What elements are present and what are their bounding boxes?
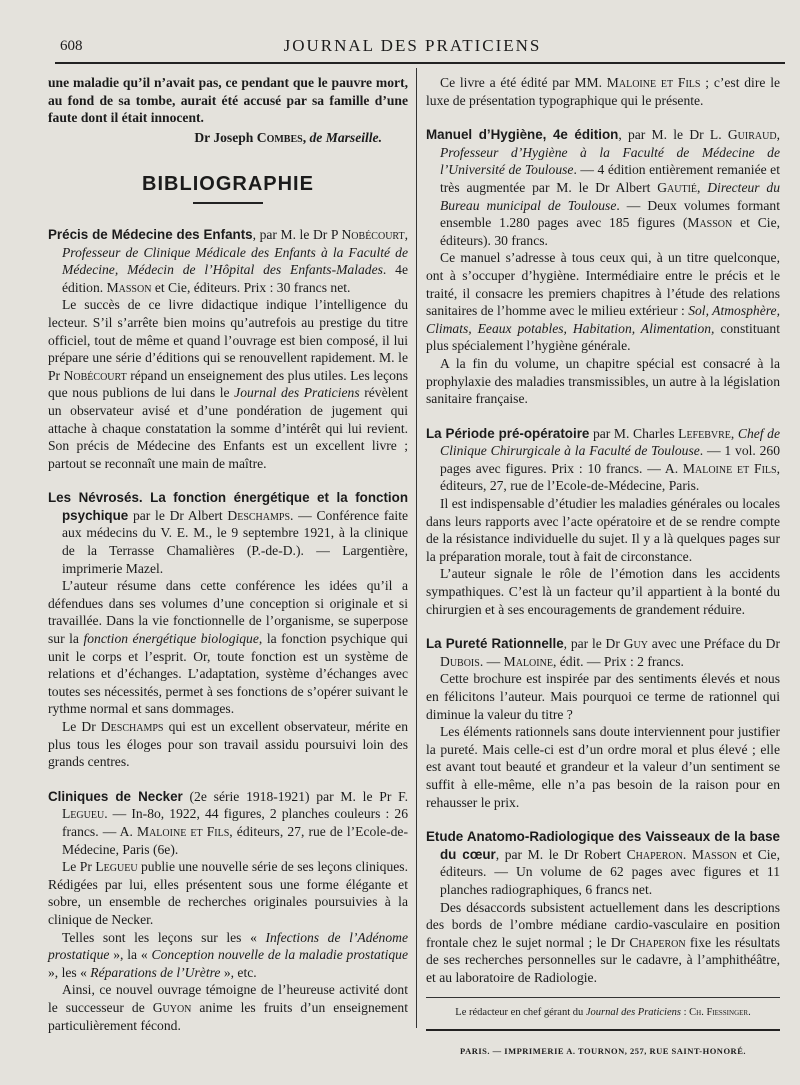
review-body: Le Dr Deschamps qui est un excellent observateur, mérite en plus tous les éloges pour son travail assidu poursuivi loin des grands centres. xyxy=(48,719,408,770)
review-vaisseaux xyxy=(426,828,780,986)
review-necker xyxy=(48,788,408,1034)
review-body: Des désaccords subsistent actuellement dans les descriptions des bords de l’ombre médiane cardio-vasculaire en position frontale chez le sujet normal ; le Dr Chaperon fixe les résultats de ses recherches personnelles sur le cadavre, à l’amphithéâtre, et au laboratoire de Radiologie. xyxy=(426,899,780,985)
editor-credit: Le rédacteur en chef gérant du Journal des Praticiens : Ch. Fiessinger. xyxy=(455,1006,751,1018)
page-number: 608 xyxy=(60,38,83,54)
review-periode xyxy=(426,425,780,619)
review-title: Manuel d’Hygiène, 4e édition xyxy=(426,127,619,143)
left-column xyxy=(48,74,408,1034)
review-title: Précis de Médecine des Enfants xyxy=(48,226,253,242)
review-body: A la fin du volume, un chapitre spécial est consacré à la prophylaxie des maladies transmissibles, un autre à la législation sanitaire française. xyxy=(426,355,780,407)
review-body: L’auteur résume dans cette conférence les idées qu’il a défendues dans ses volumes d’une conception si originale et si travaillée. Dans la vie fonctionnelle de l’organisme, se superpose sur la fonction énergétique biologique, la fonction psychique qui unit le corps et l’esprit. Or, toute fonction est un système de relations et d’échanges. L’adaptation, système d’échanges avec toutes ses nécessités, permet à ses fonctions de s’opérer suivant le rythme normal et sans dommages. xyxy=(48,578,409,717)
review-purete xyxy=(426,635,780,811)
review-heading: La Période pré-opératoire par M. Charles Lefebvre, Chef de Clinique Chirurgicale à la Faculté de Toulouse. — 1 vol. 260 pages avec figures. Prix : 10 francs. — A. Maloine et Fils, éditeurs, 27, rue de l’Ecole-de-Médecine, Paris. xyxy=(426,425,781,494)
printer-credit: PARIS. — IMPRIMERIE A. TOURNON, 257, RUE SAINT-HONORÉ. xyxy=(460,1046,746,1057)
review-heading: Précis de Médecine des Enfants, par M. le Dr P Nobécourt, Professeur de Clinique Médicale des Enfants à la Faculté de Médecine, Médecin de l’Hôpital des Enfants-Malades. 4e édition. Masson et Cie, éditeurs. Prix : 30 francs net. xyxy=(48,226,408,295)
review-body: Le succès de ce livre didactique indique l’intelligence du lecteur. S’il s’arrête bien moins qu’autrefois au prestige du titre officiel, tout de même et quand l’ouvrage est bien composé, il lui prépare une série d’éditions qui se renouvellent rapidement. M. le Pr Nobécourt répand un enseignement des plus utiles. Les leçons que nous publions de lui dans le Journal des Praticiens révèlent un observateur avisé et d’une pondération de jugement qui attache à chaque constatation la somme d’intérêt qui lui revient. Son précis de Médecine des Enfants est un excellent livre ; partout se reconnaît une main de maître. xyxy=(48,297,408,471)
intro-paragraph: une maladie qu’il n’avait pas, ce pendant que le pauvre mort, au fond de sa tombe, aurait été accusé par sa famille d’une faute dont il était innocent. xyxy=(48,75,408,126)
journal-title: JOURNAL DES PRATICIENS xyxy=(283,36,542,55)
review-heading: Les Névrosés. La fonction énergétique et la fonction psychique par le Dr Albert Deschamps. — Conférence faite aux médecins du V. E. M., le 9 septembre 1921, à la clinique de la Terrasse Chamalières (P.-de-D.). — Largentière, imprimerie Mazel. xyxy=(48,490,408,576)
right-column xyxy=(426,74,780,1061)
review-body: Il est indispensable d’étudier les maladies générales ou locales dans leurs rapports avec l’acte opératoire et de se rendre compte de la résistance individuelle du sujet. Il y a là quelques pages sur la préparation morale, tout à fait de circonstance. xyxy=(426,496,780,564)
signature: Dr Joseph Combes, de Marseille. xyxy=(194,129,382,145)
page-header xyxy=(40,30,785,64)
review-heading: La Pureté Rationnelle, par le Dr Guy avec une Préface du Dr Dubois. — Maloine, édit. — Prix : 2 francs. xyxy=(426,636,781,669)
review-body: Ainsi, ce nouvel ouvrage témoigne de l’heureuse activité dont le successeur de Guyon anime les fruits d’un enseignement particulièrement fécond. xyxy=(48,982,408,1033)
review-body: Telles sont les leçons sur les « Infections de l’Adénome prostatique », la « Conception nouvelle de la maladie prostatique », les « Réparations de l’Urètre », etc. xyxy=(48,929,408,980)
review-body: L’auteur signale le rôle de l’émotion dans les accidents sympathiques. C’est là un facteur qu’il appartient à la bonté du chirurgien et à ses encouragements de grandement réduire. xyxy=(426,566,780,617)
review-heading: Etude Anatomo-Radiologique des Vaisseaux de la base du cœur, par M. le Dr Robert Chaperon. Masson et Cie, éditeurs. — Un volume de 62 pages avec figures et 11 planches radiographiques, 6 francs net. xyxy=(426,829,780,897)
column-divider xyxy=(416,68,417,1028)
review-body: Le Pr Legueu publie une nouvelle série de ses leçons cliniques. Rédigées par lui, elles présentent sous une forme élégante et sobre, un ensemble de recherches originales poursuivies à la clinique de Necker. xyxy=(48,859,408,927)
review-body: Ce manuel s’adresse à tous ceux qui, à un titre quelconque, ont à s’occuper d’hygiène. Intermédiaire entre le précis et le traité, il consacre les premiers chapitres à l’étude des relations sanitaires de l’homme avec le milieu extérieur : Sol, Atmosphère, Climats, Eeaux potables, Habitation, Alimentation, constituant plus spécialement l’hygiène générale. xyxy=(426,250,780,354)
review-precis xyxy=(48,226,408,472)
footer-rule xyxy=(426,997,780,998)
continuation-paragraph: Ce livre a été édité par MM. Maloine et Fils ; c’est dire le luxe de présentation typographique qui le présente. xyxy=(426,75,781,108)
review-title: Les Névrosés. La fonction énergétique et la fonction psychique xyxy=(48,490,408,523)
review-title: Cliniques de Necker xyxy=(48,788,183,804)
review-hygiene xyxy=(426,126,780,408)
review-title: Etude Anatomo-Radiologique des Vaisseaux de la base du cœur xyxy=(426,829,780,862)
review-heading: Manuel d’Hygiène, 4e édition, par M. le Dr L. Guiraud, Professeur d’Hygiène à la Faculté de Médecine de l’Université de Toulouse. — 4 édition entièrement remaniée et très augmentée par M. le Dr Albert Gautié, Directeur du Bureau municipal de Toulouse. — Deux volumes formant ensemble 1.280 pages avec 185 figures (Masson et Cie, éditeurs). 30 francs. xyxy=(426,127,780,248)
header-rule xyxy=(55,62,785,64)
review-heading: Cliniques de Necker (2e série 1918-1921) par M. le Pr F. Legueu. — In-8o, 1922, 44 figures, 2 planches couleurs : 26 francs. — A. Maloine et Fils, éditeurs, 27, rue de l’Ecole-de-Médecine, Paris (6e). xyxy=(48,788,408,857)
review-title: La Pureté Rationnelle xyxy=(426,636,564,652)
review-body: Cette brochure est inspirée par des sentiments élevés et nous en félicitons l’auteur. Mais pourquoi ce terme de rationnel qui diminue la valeur du titre ? xyxy=(426,671,780,722)
review-body: Les éléments rationnels sans doute interviennent pour justifier la pureté. Mais celle-ci est d’un ordre moral et plus élevé ; elle est avant tout beauté et grandeur et la valeur d’un sentiment se suffit à elle-même, elle n’a pas besoin de la raison pour en rehausser le prix. xyxy=(426,724,780,810)
footer-rule-thick xyxy=(426,1029,780,1031)
section-title-rule xyxy=(193,202,263,204)
review-title: La Période pré-opératoire xyxy=(426,425,590,441)
section-title: BIBLIOGRAPHIE xyxy=(142,173,314,196)
review-nevroses xyxy=(48,489,408,771)
